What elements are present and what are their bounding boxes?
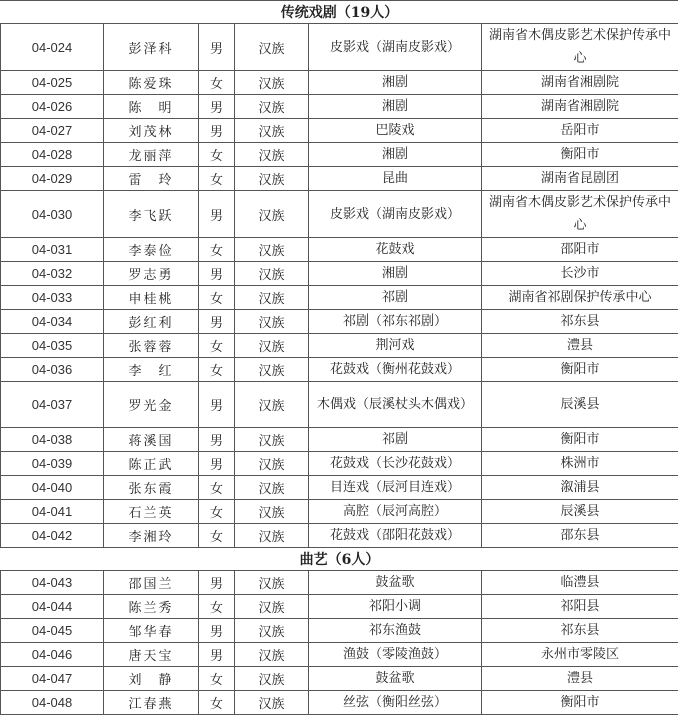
inheritor-ethnicity: 汉族 [235,238,309,262]
section-title: 曲艺（6人） [1,548,678,571]
declaring-unit: 溆浦县 [482,476,678,500]
table-row [1,595,678,619]
table-row [1,119,678,143]
inheritor-name: 李湘玲 [104,524,199,548]
inheritor-ethnicity: 汉族 [235,428,309,452]
inheritor-name: 李 红 [104,358,199,382]
inheritor-name: 陈兰秀 [104,595,199,619]
declaring-unit: 祁东县 [482,310,678,334]
inheritor-gender: 女 [199,167,235,191]
inheritor-name: 陈正武 [104,452,199,476]
heritage-item: 皮影戏（湖南皮影戏） [309,24,482,71]
inheritor-gender: 女 [199,691,235,715]
inheritor-ethnicity: 汉族 [235,358,309,382]
inheritor-ethnicity: 汉族 [235,667,309,691]
inheritor-ethnicity: 汉族 [235,191,309,238]
inheritor-name: 邵国兰 [104,571,199,595]
heritage-item: 祁剧（祁东祁剧） [309,310,482,334]
inheritor-code: 04-039 [1,452,104,476]
declaring-unit: 湖南省昆剧团 [482,167,678,191]
heritage-item: 花鼓戏 [309,238,482,262]
heritage-item: 巴陵戏 [309,119,482,143]
heritage-item: 荆河戏 [309,334,482,358]
inheritor-name: 罗志勇 [104,262,199,286]
inheritor-ethnicity: 汉族 [235,167,309,191]
table-row [1,143,678,167]
inheritor-ethnicity: 汉族 [235,71,309,95]
declaring-unit: 澧县 [482,667,678,691]
heritage-item: 木偶戏（辰溪杖头木偶戏） [309,382,482,428]
heritage-item: 昆曲 [309,167,482,191]
inheritor-ethnicity: 汉族 [235,524,309,548]
declaring-unit: 湖南省湘剧院 [482,95,678,119]
inheritor-gender: 女 [199,667,235,691]
inheritor-code: 04-042 [1,524,104,548]
inheritor-code: 04-044 [1,595,104,619]
heritage-item: 祁剧 [309,286,482,310]
inheritor-gender: 男 [199,95,235,119]
table-row [1,691,678,715]
inheritor-gender: 男 [199,619,235,643]
inheritor-ethnicity: 汉族 [235,286,309,310]
inheritor-code: 04-046 [1,643,104,667]
heritage-item: 花鼓戏（长沙花鼓戏） [309,452,482,476]
section-title: 传统戏剧（19人） [1,1,678,24]
inheritor-gender: 男 [199,382,235,428]
table-row [1,334,678,358]
heritage-item: 湘剧 [309,95,482,119]
heritage-item: 鼓盆歌 [309,571,482,595]
section-heading-row [1,548,678,571]
inheritor-name: 李飞跃 [104,191,199,238]
inheritor-ethnicity: 汉族 [235,595,309,619]
inheritor-name: 陈爱珠 [104,71,199,95]
inheritor-code: 04-031 [1,238,104,262]
inheritor-code: 04-037 [1,382,104,428]
inheritor-code: 04-035 [1,334,104,358]
inheritor-ethnicity: 汉族 [235,691,309,715]
inheritor-code: 04-038 [1,428,104,452]
inheritor-gender: 女 [199,595,235,619]
inheritor-ethnicity: 汉族 [235,571,309,595]
heritage-item: 祁阳小调 [309,595,482,619]
inheritor-gender: 女 [199,524,235,548]
table-row [1,428,678,452]
inheritor-code: 04-045 [1,619,104,643]
inheritor-code: 04-028 [1,143,104,167]
inheritor-code: 04-041 [1,500,104,524]
inheritor-gender: 女 [199,358,235,382]
declaring-unit: 岳阳市 [482,119,678,143]
table-row [1,619,678,643]
inheritor-code: 04-033 [1,286,104,310]
inheritor-name: 刘 静 [104,667,199,691]
table-row [1,667,678,691]
declaring-unit: 衡阳市 [482,143,678,167]
inheritor-ethnicity: 汉族 [235,382,309,428]
table-row [1,524,678,548]
table-row [1,95,678,119]
table-row [1,500,678,524]
inheritor-code: 04-043 [1,571,104,595]
heritage-item: 鼓盆歌 [309,667,482,691]
heritage-item: 高腔（辰河高腔） [309,500,482,524]
inheritor-name: 张东霞 [104,476,199,500]
heritage-item: 湘剧 [309,143,482,167]
heritage-item: 花鼓戏（邵阳花鼓戏） [309,524,482,548]
inheritor-code: 04-032 [1,262,104,286]
inheritor-code: 04-047 [1,667,104,691]
declaring-unit: 澧县 [482,334,678,358]
table-row [1,167,678,191]
inheritor-code: 04-034 [1,310,104,334]
inheritor-gender: 男 [199,571,235,595]
inheritor-gender: 男 [199,428,235,452]
heritage-item: 目连戏（辰河目连戏） [309,476,482,500]
declaring-unit: 湖南省木偶皮影艺术保护传承中心 [482,24,678,71]
declaring-unit: 湖南省祁剧保护传承中心 [482,286,678,310]
inheritor-gender: 男 [199,191,235,238]
declaring-unit: 湖南省木偶皮影艺术保护传承中心 [482,191,678,238]
inheritor-gender: 女 [199,286,235,310]
inheritor-name: 蒋溪国 [104,428,199,452]
inheritor-code: 04-029 [1,167,104,191]
inheritor-ethnicity: 汉族 [235,500,309,524]
inheritor-ethnicity: 汉族 [235,476,309,500]
inheritor-gender: 男 [199,24,235,71]
heritage-item: 渔鼓（零陵渔鼓） [309,643,482,667]
inheritor-gender: 女 [199,500,235,524]
heritage-item: 丝弦（衡阳丝弦） [309,691,482,715]
inheritor-gender: 男 [199,262,235,286]
inheritor-name: 张蓉蓉 [104,334,199,358]
inheritor-name: 陈 明 [104,95,199,119]
inheritor-code: 04-030 [1,191,104,238]
declaring-unit: 邵东县 [482,524,678,548]
inheritor-code: 04-024 [1,24,104,71]
inheritor-code: 04-027 [1,119,104,143]
heritage-item: 祁剧 [309,428,482,452]
inheritor-ethnicity: 汉族 [235,619,309,643]
table-row [1,238,678,262]
inheritor-gender: 男 [199,452,235,476]
heritage-item: 花鼓戏（衡州花鼓戏） [309,358,482,382]
inheritor-gender: 女 [199,143,235,167]
declaring-unit: 辰溪县 [482,382,678,428]
inheritor-ethnicity: 汉族 [235,24,309,71]
declaring-unit: 衡阳市 [482,358,678,382]
roster-body [1,1,678,715]
heritage-item: 皮影戏（湖南皮影戏） [309,191,482,238]
inheritor-ethnicity: 汉族 [235,119,309,143]
table-row [1,358,678,382]
inheritor-name: 江春燕 [104,691,199,715]
table-row [1,71,678,95]
inheritor-ethnicity: 汉族 [235,643,309,667]
inheritor-gender: 男 [199,119,235,143]
declaring-unit: 长沙市 [482,262,678,286]
inheritor-name: 彭红利 [104,310,199,334]
inheritor-name: 唐天宝 [104,643,199,667]
declaring-unit: 永州市零陵区 [482,643,678,667]
inheritor-gender: 女 [199,476,235,500]
inheritor-name: 罗光金 [104,382,199,428]
inheritor-ethnicity: 汉族 [235,334,309,358]
heritage-item: 湘剧 [309,262,482,286]
inheritor-name: 申桂桃 [104,286,199,310]
inheritor-name: 邹华春 [104,619,199,643]
table-row [1,262,678,286]
inheritor-ethnicity: 汉族 [235,143,309,167]
declaring-unit: 湖南省湘剧院 [482,71,678,95]
table-row [1,286,678,310]
inheritor-ethnicity: 汉族 [235,95,309,119]
inheritor-ethnicity: 汉族 [235,310,309,334]
declaring-unit: 祁东县 [482,619,678,643]
inheritor-name: 李泰俭 [104,238,199,262]
inheritor-gender: 男 [199,643,235,667]
inheritor-code: 04-026 [1,95,104,119]
inheritor-ethnicity: 汉族 [235,262,309,286]
table-row [1,571,678,595]
heritage-item: 祁东渔鼓 [309,619,482,643]
inheritor-name: 龙丽萍 [104,143,199,167]
declaring-unit: 临澧县 [482,571,678,595]
inheritor-gender: 女 [199,334,235,358]
inheritor-ethnicity: 汉族 [235,452,309,476]
inheritor-code: 04-036 [1,358,104,382]
declaring-unit: 衡阳市 [482,428,678,452]
declaring-unit: 株洲市 [482,452,678,476]
table-row [1,476,678,500]
inheritor-gender: 男 [199,310,235,334]
declaring-unit: 衡阳市 [482,691,678,715]
inheritor-gender: 女 [199,238,235,262]
table-row [1,452,678,476]
heritage-item: 湘剧 [309,71,482,95]
declaring-unit: 辰溪县 [482,500,678,524]
table-row [1,643,678,667]
declaring-unit: 邵阳市 [482,238,678,262]
inheritor-name: 刘茂林 [104,119,199,143]
inheritor-name: 石兰英 [104,500,199,524]
table-row [1,310,678,334]
inheritor-code: 04-040 [1,476,104,500]
inheritor-code: 04-048 [1,691,104,715]
table-row [1,24,678,71]
declaring-unit: 祁阳县 [482,595,678,619]
inheritor-name: 彭泽科 [104,24,199,71]
table-row [1,191,678,238]
table-row [1,382,678,428]
section-heading-row [1,1,678,24]
inheritor-gender: 女 [199,71,235,95]
inheritor-code: 04-025 [1,71,104,95]
inheritor-name: 雷 玲 [104,167,199,191]
